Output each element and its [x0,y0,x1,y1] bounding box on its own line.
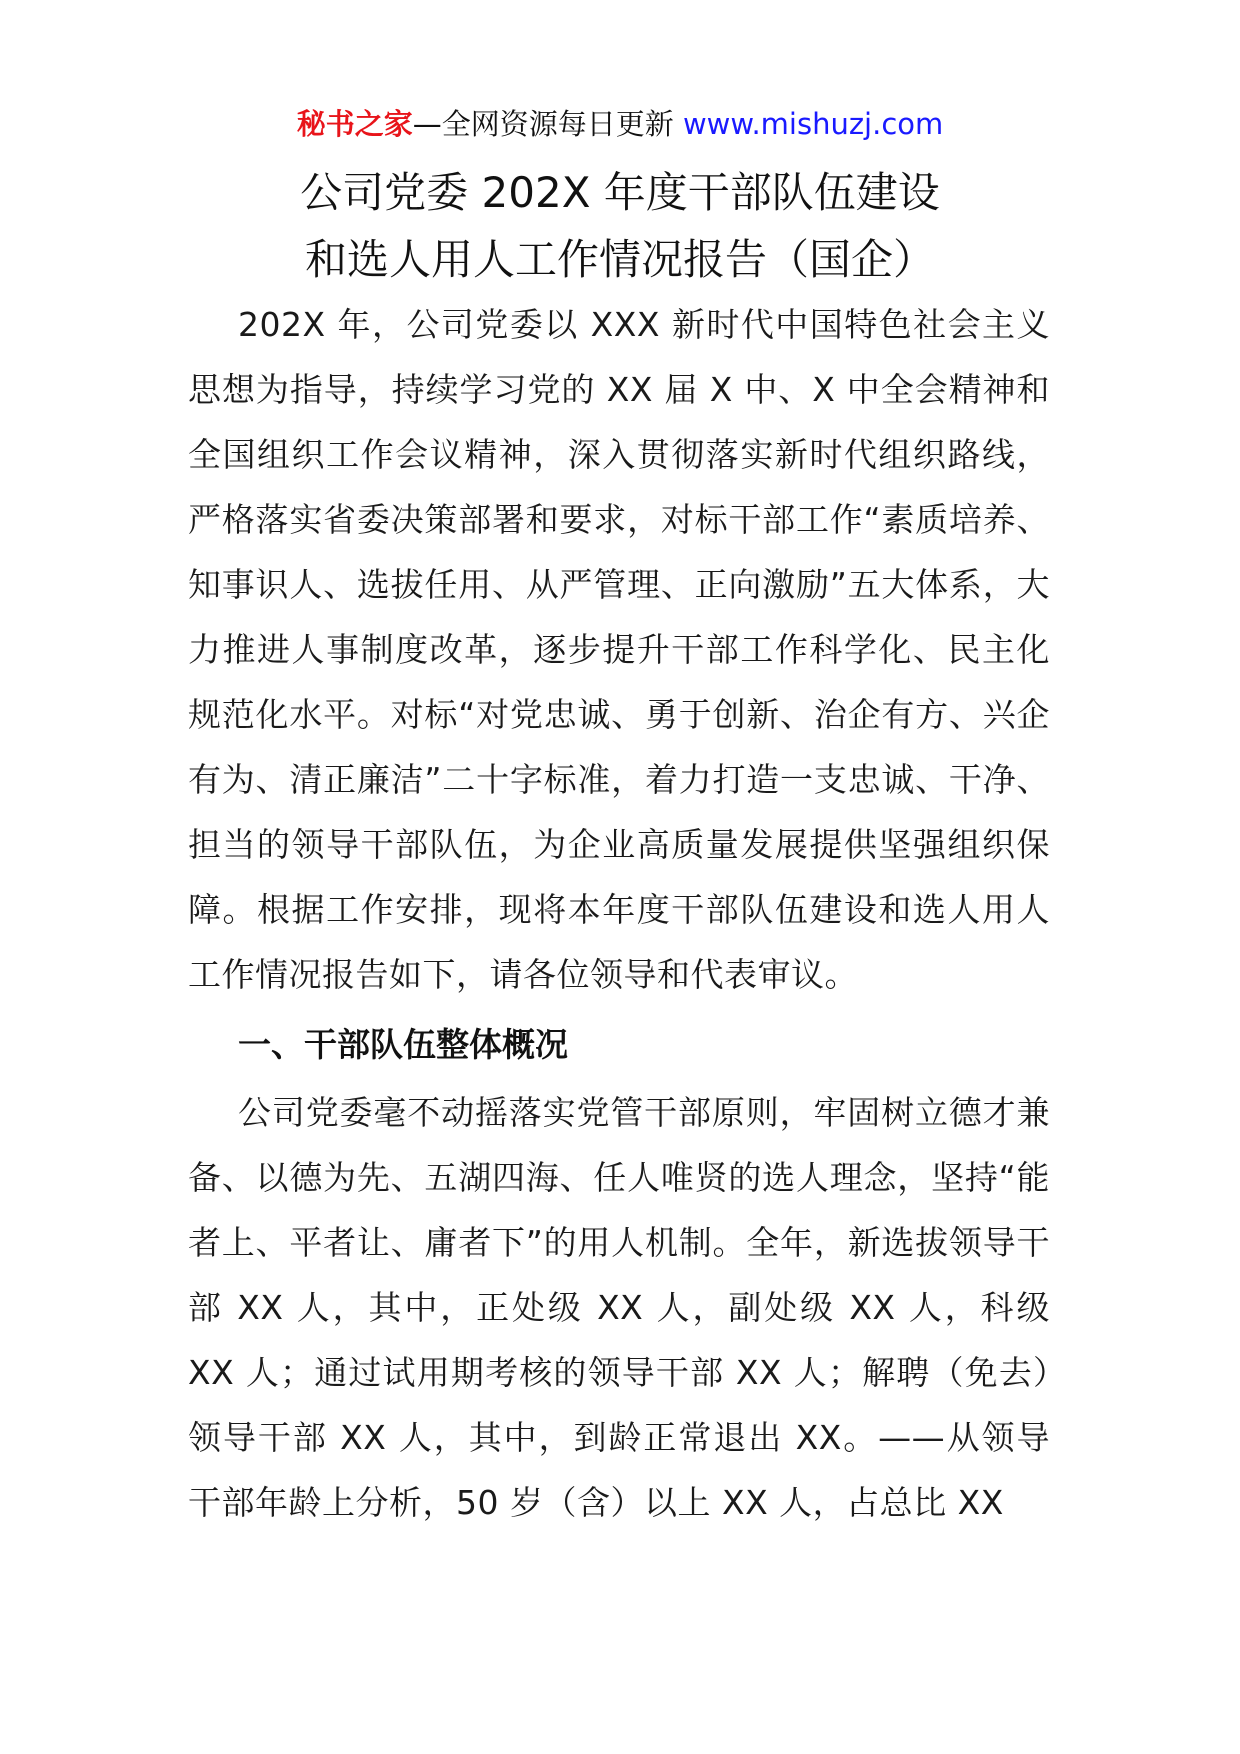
header-tagline: —全网资源每日更新 [412,107,683,141]
brand-name: 秘书之家 [296,107,413,141]
document-title-line-2: 和选人用人工作情况报告（国企） [304,235,935,284]
section-heading-1: 一、干部队伍整体概况 [238,1025,568,1064]
intro-paragraph: 202X 年，公司党委以 XXX 新时代中国特色社会主义思想为指导，持续学习党的 XX 届 X 中、X 中全会精神和全国组织工作会议精神，深入贯彻落实新时代组织路线，严格落实省委决策部署和要求，对标干部工作“素质培养、知事识人、选拔任用、从严管理、正向激励”五大体系，大力推进人事制度改革，逐步提升干部工作科学化、民主化规范化水平。对标“对党忠诚、勇于创新、治企有方、兴企有为、清正廉洁”二十字标准，着力打造一支忠诚、干净、担当的领导干部队伍，为企业高质量发展提供坚强组织保障。根据工作安排，现将本年度干部队伍建设和选人用人工作情况报告如下，请各位领导和代表审议。 [188,305,1050,994]
section-1-paragraph: 公司党委毫不动摇落实党管干部原则，牢固树立德才兼备、以德为先、五湖四海、任人唯贤的选人理念，坚持“能者上、平者让、庸者下”的用人机制。全年，新选拔领导干部 XX 人，其中，正处级 XX 人，副处级 XX 人，科级 XX 人；通过试用期考核的领导干部 XX 人；解聘（免去）领导干部 XX 人，其中，到龄正常退出 XX。——从领导干部年龄上分析，50 岁（含）以上 XX 人，占总比 XX [188,1093,1050,1522]
document-title-line-1: 公司党委 202X 年度干部队伍建设 [300,168,940,217]
site-header [0,104,1240,144]
site-url-link[interactable]: www.mishuzj.com [682,107,944,141]
